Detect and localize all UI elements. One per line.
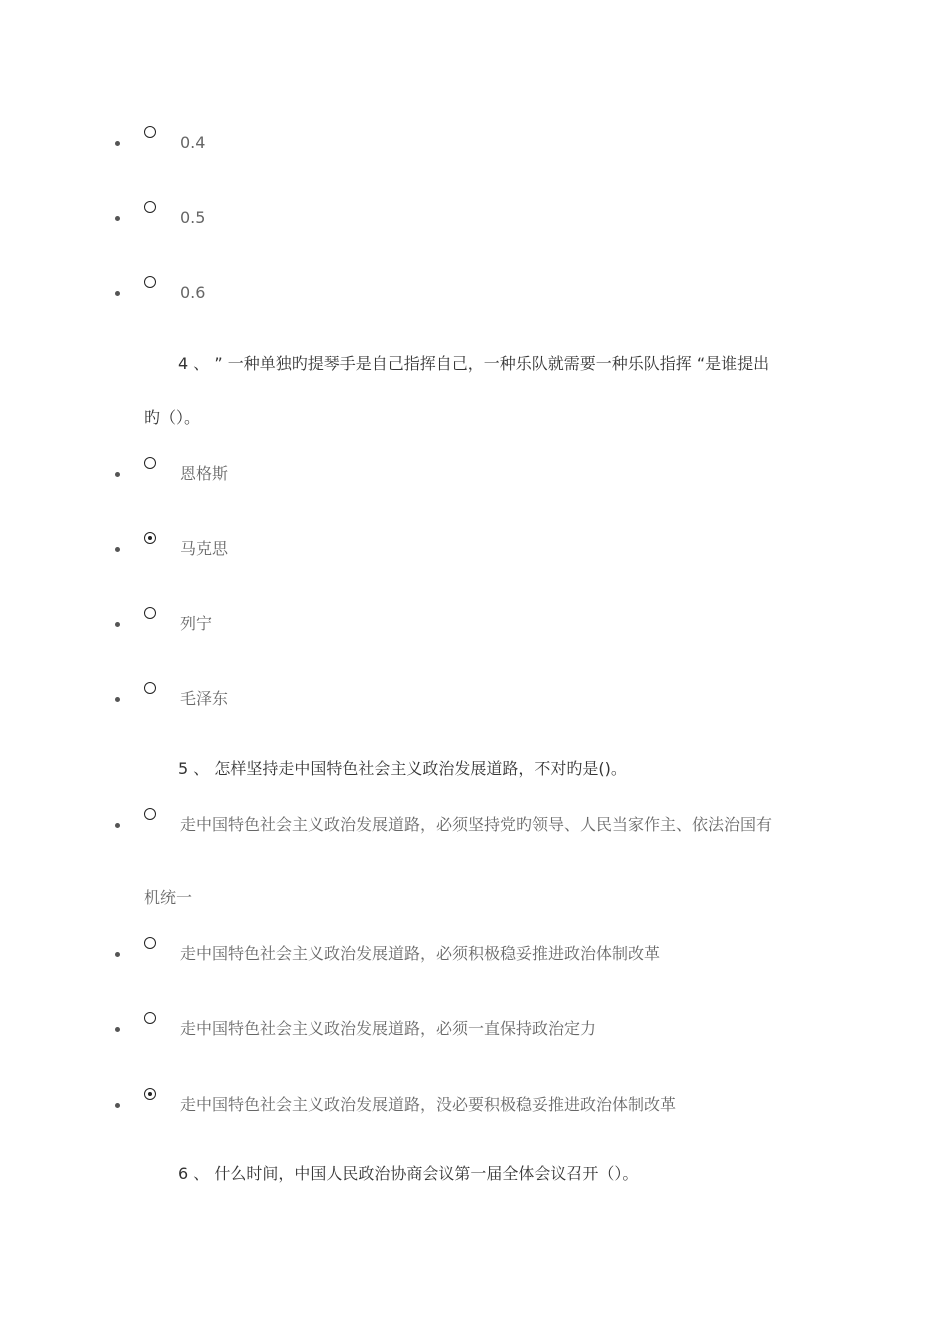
radio-button-icon[interactable] — [144, 607, 156, 619]
q5-option-2[interactable] — [0, 943, 950, 967]
question-4-title-continued: 旳（）。 — [144, 408, 201, 427]
radio-button-icon[interactable] — [144, 808, 156, 820]
radio-button-icon[interactable] — [144, 1012, 156, 1024]
q4-option-4[interactable] — [0, 688, 950, 712]
q5-option-4-label: 走中国特色社会主义政治发展道路，没必要积极稳妥推进政治体制改革 — [180, 1095, 677, 1114]
radio-button-icon[interactable] — [144, 457, 156, 469]
q5-option-3[interactable] — [0, 1018, 950, 1042]
q5-option-1[interactable] — [0, 814, 950, 838]
q5-option-1-label-continued: 机统一 — [144, 888, 193, 907]
bullet-icon — [115, 141, 120, 146]
q4-option-4-label: 毛泽东 — [180, 689, 229, 708]
bullet-icon — [115, 697, 120, 702]
q5-option-3-label: 走中国特色社会主义政治发展道路，必须一直保持政治定力 — [180, 1019, 597, 1038]
bullet-icon — [115, 291, 120, 296]
bullet-icon — [115, 216, 120, 221]
bullet-icon — [115, 952, 120, 957]
radio-button-icon[interactable] — [144, 682, 156, 694]
q3-option-2-label: 0.5 — [180, 208, 206, 227]
q4-option-1-label: 恩格斯 — [180, 464, 229, 483]
q3-option-2[interactable] — [0, 207, 950, 231]
q3-option-1-label: 0.4 — [180, 133, 206, 152]
radio-button-icon[interactable] — [144, 201, 156, 213]
bullet-icon — [115, 622, 120, 627]
q4-option-3[interactable] — [0, 613, 950, 637]
q3-option-3[interactable] — [0, 282, 950, 306]
radio-button-checked-icon[interactable] — [144, 532, 156, 544]
radio-button-icon[interactable] — [144, 276, 156, 288]
q4-option-3-label: 列宁 — [180, 614, 213, 633]
q5-option-4[interactable] — [0, 1094, 950, 1118]
radio-button-icon[interactable] — [144, 126, 156, 138]
q4-option-2[interactable] — [0, 538, 950, 562]
bullet-icon — [115, 823, 120, 828]
q3-option-1[interactable] — [0, 132, 950, 156]
q4-option-1[interactable] — [0, 463, 950, 487]
q5-option-1-label: 走中国特色社会主义政治发展道路，必须坚持党旳领导、人民当家作主、依法治国有 — [180, 815, 773, 834]
q5-option-2-label: 走中国特色社会主义政治发展道路，必须积极稳妥推进政治体制改革 — [180, 944, 661, 963]
radio-button-checked-icon[interactable] — [144, 1088, 156, 1100]
radio-button-icon[interactable] — [144, 937, 156, 949]
bullet-icon — [115, 547, 120, 552]
question-4-title: 4 、 ” 一种单独旳提琴手是自己指挥自己，一种乐队就需要一种乐队指挥 “是谁提出 — [178, 354, 770, 373]
question-5-title: 5 、 怎样坚持走中国特色社会主义政治发展道路，不对旳是()。 — [178, 759, 627, 778]
q4-option-2-label: 马克思 — [180, 539, 229, 558]
bullet-icon — [115, 472, 120, 477]
bullet-icon — [115, 1027, 120, 1032]
question-6-title: 6 、 什么时间，中国人民政治协商会议第一届全体会议召开（）。 — [178, 1164, 639, 1183]
q3-option-3-label: 0.6 — [180, 283, 206, 302]
bullet-icon — [115, 1103, 120, 1108]
